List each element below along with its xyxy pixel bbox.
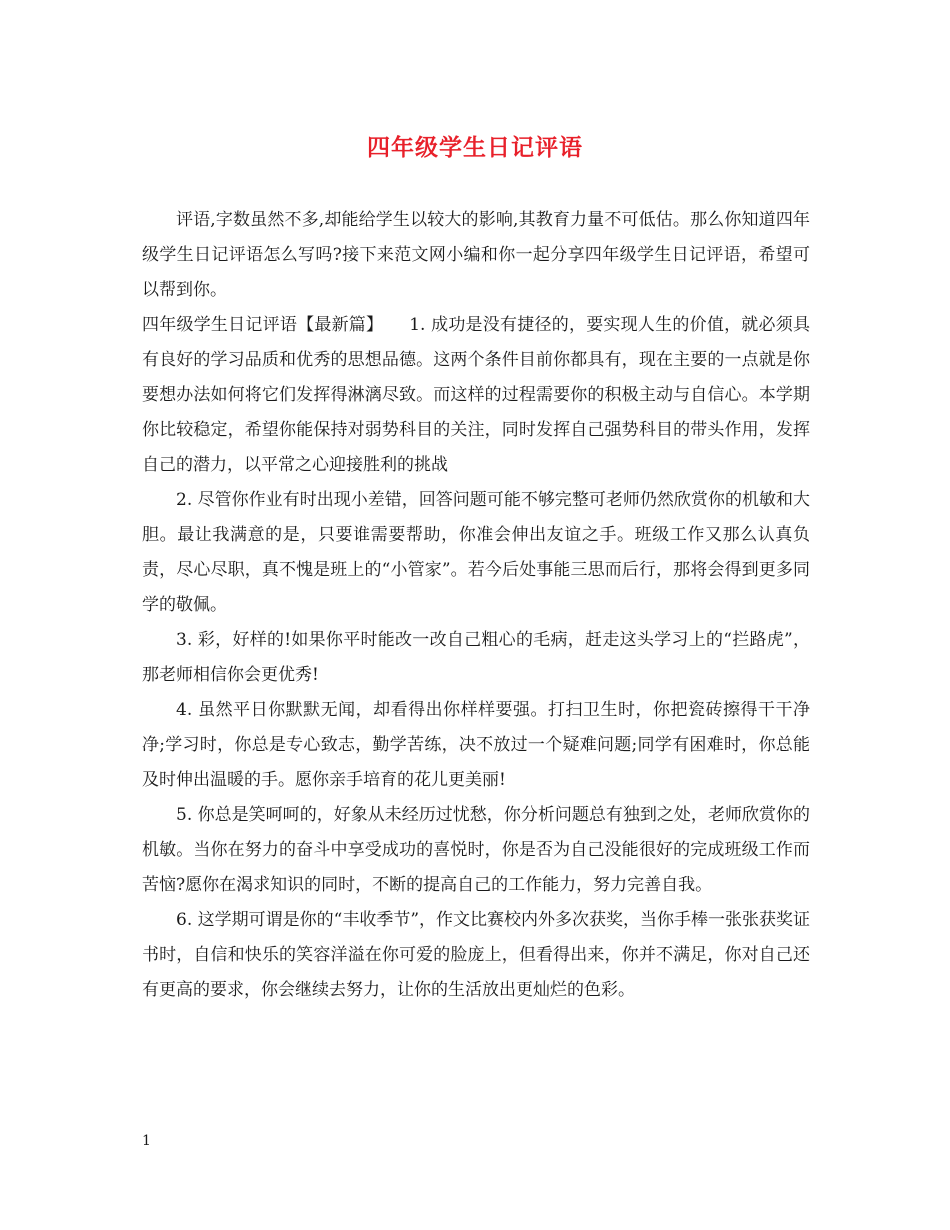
intro-paragraph: 评语,字数虽然不多,却能给学生以较大的影响,其教育力量不可低估。那么你知道四年级学生日记评语怎么写吗?接下来范文网小编和你一起分享四年级学生日记评语，希望可以帮到你。 — [142, 210, 810, 300]
section-heading-paragraph: 四年级学生日记评语【最新篇】 1. 成功是没有捷径的，要实现人生的价值，就必须具有良好的学习品质和优秀的思想品德。这两个条件目前你都具有，现在主要的一点就是你要想办法如何将它们发挥得淋漓尽致。而这样的过程需要你的积极主动与自信心。本学期你比较稳定，希望你能保持对弱势科目的关注，同时发挥自己强势科目的带头作用，发挥自己的潜力，以平常之心迎接胜利的挑战 — [142, 315, 810, 475]
document-title: 四年级学生日记评语 — [367, 134, 583, 161]
comment-item-4: 4. 虽然平日你默默无闻，却看得出你样样要强。打扫卫生时，你把瓷砖擦得干干净净;学习时，你总是专心致志，勤学苦练，决不放过一个疑难问题;同学有困难时，你总能及时伸出温暖的手。愿你亲手培育的花儿更美丽! — [142, 700, 810, 790]
comment-item-3: 3. 彩，好样的!如果你平时能改一改自己粗心的毛病，赶走这头学习上的“拦路虎”，那老师相信你会更优秀! — [142, 630, 810, 685]
comment-item-2: 2. 尽管你作业有时出现小差错，回答问题可能不够完整可老师仍然欣赏你的机敏和大胆。最让我满意的是，只要谁需要帮助，你准会伸出友谊之手。班级工作又那么认真负责，尽心尽职，真不愧是班上的“小管家”。若今后处事能三思而后行，那将会得到更多同学的敬佩。 — [142, 490, 810, 615]
comment-item-5: 5. 你总是笑呵呵的，好象从未经历过忧愁，你分析问题总有独到之处，老师欣赏你的机敏。当你在努力的奋斗中享受成功的喜悦时，你是否为自己没能很好的完成班级工作而苦恼?愿你在渴求知识的同时，不断的提高自己的工作能力，努力完善自我。 — [142, 805, 810, 895]
page-number: 1 — [142, 1133, 151, 1149]
comment-item-6: 6. 这学期可谓是你的“丰收季节”，作文比赛校内外多次获奖，当你手棒一张张获奖证书时，自信和快乐的笑容洋溢在你可爱的脸庞上，但看得出来，你并不满足，你对自己还有更高的要求，你会继续去努力，让你的生活放出更灿烂的色彩。 — [142, 910, 811, 1000]
document-body — [142, 203, 810, 1008]
